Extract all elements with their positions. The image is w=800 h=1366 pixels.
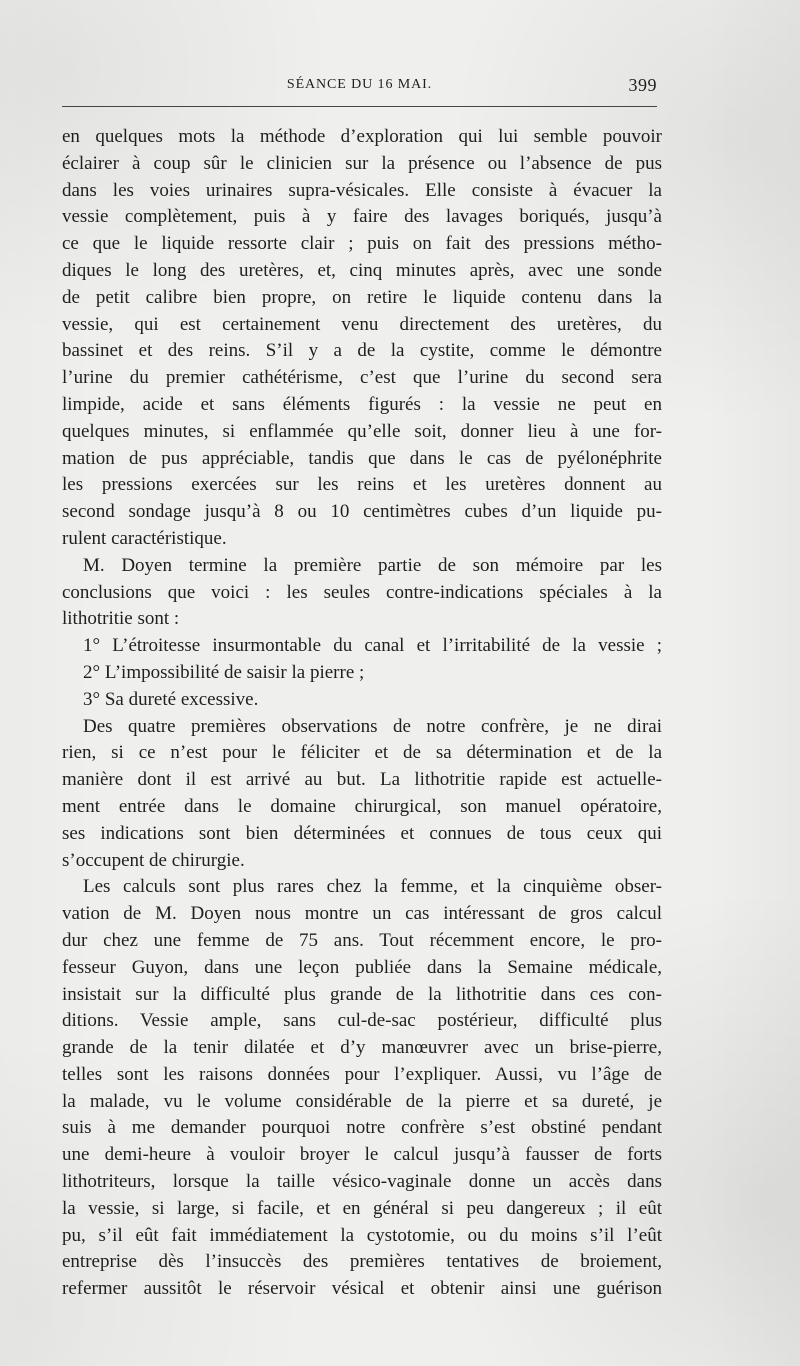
text-line: telles sont les raisons données pour l’expliquer. Aussi, vu l’âge de bbox=[62, 1063, 662, 1085]
text-line: vessie, qui est certainement venu directement des uretères, du bbox=[62, 313, 662, 335]
text-line: ment entrée dans le domaine chirurgical, son manuel opératoire, bbox=[62, 795, 662, 817]
text-line: pu, s’il eût fait immédiatement la cystotomie, ou du moins s’il l’eût bbox=[62, 1224, 662, 1246]
text-line: vessie complètement, puis à y faire des lavages boriqués, jusqu’à bbox=[62, 206, 662, 228]
text-line: insistait sur la difficulté plus grande de la lithotritie dans ces con- bbox=[62, 983, 662, 1005]
list-item: 1° L’étroitesse insurmontable du canal et l’irritabilité de la vessie ; bbox=[83, 635, 662, 657]
text-line: s’occupent de chirurgie. bbox=[62, 849, 245, 871]
text-line: la malade, vu le volume considérable de la pierre et sa dureté, je bbox=[62, 1090, 662, 1112]
text-line: lithotritie sont : bbox=[62, 608, 180, 630]
text-line: bassinet et des reins. S’il y a de la cystite, comme le démontre bbox=[62, 340, 662, 362]
text-line: lithotriteurs, lorsque la taille vésico-vaginale donne un accès dans bbox=[62, 1171, 662, 1193]
text-line: de petit calibre bien propre, on retire le liquide contenu dans la bbox=[62, 286, 662, 308]
list-item: 2° L’impossibilité de saisir la pierre ; bbox=[83, 661, 365, 683]
text-line: grande de la tenir dilatée et d’y manœuvrer avec un brise-pierre, bbox=[62, 1037, 662, 1059]
text-line: la vessie, si large, si facile, et en général si peu dangereux ; il eût bbox=[62, 1197, 662, 1219]
text-line: conclusions que voici : les seules contre-indications spéciales à la bbox=[62, 581, 662, 603]
text-line: quelques minutes, si enflammée qu’elle soit, donner lieu à une for- bbox=[62, 420, 662, 442]
text-line: ce que le liquide ressorte clair ; puis on fait des pressions métho- bbox=[62, 233, 662, 255]
text-line: second sondage jusqu’à 8 ou 10 centimètres cubes d’un liquide pu- bbox=[62, 501, 662, 523]
text-line: rien, si ce n’est pour le féliciter et de sa détermination et de la bbox=[62, 742, 662, 764]
page-header bbox=[62, 77, 657, 105]
text-line: dans les voies urinaires supra-vésicales. Elle consiste à évacuer la bbox=[62, 179, 662, 201]
text-line: diques le long des uretères, et, cinq minutes après, avec une sonde bbox=[62, 259, 662, 281]
running-title: SÉANCE DU 16 MAI. bbox=[286, 77, 433, 92]
text-line: les pressions exercées sur les reins et les uretères donnent au bbox=[62, 474, 662, 496]
text-line: dur chez une femme de 75 ans. Tout récemment encore, le pro- bbox=[62, 929, 662, 951]
text-line: l’urine du premier cathétérisme, c’est que l’urine du second sera bbox=[62, 367, 662, 389]
text-line: suis à me demander pourquoi notre confrère s’est obstiné pendant bbox=[62, 1117, 662, 1139]
body-text bbox=[62, 124, 662, 1303]
text-line: vation de M. Doyen nous montre un cas intéressant de gros calcul bbox=[62, 903, 662, 925]
text-line: rulent caractéristique. bbox=[62, 527, 227, 549]
text-line: ditions. Vessie ample, sans cul-de-sac postérieur, difficulté plus bbox=[62, 1010, 662, 1032]
text-line: refermer aussitôt le réservoir vésical et obtenir ainsi une guérison bbox=[62, 1278, 662, 1300]
list-item: 3° Sa dureté excessive. bbox=[83, 688, 259, 710]
text-line: entreprise dès l’insuccès des premières tentatives de broiement, bbox=[62, 1251, 662, 1273]
text-line: ses indications sont bien déterminées et connues de tous ceux qui bbox=[62, 822, 662, 844]
text-line: Des quatre premières observations de notre confrère, je ne dirai bbox=[83, 715, 662, 737]
text-line: limpide, acide et sans éléments figurés : la vessie ne peut en bbox=[62, 393, 662, 415]
text-line: éclairer à coup sûr le clinicien sur la présence ou l’absence de pus bbox=[62, 152, 662, 174]
text-line: fesseur Guyon, dans une leçon publiée dans la Semaine médicale, bbox=[62, 956, 662, 978]
page-number: 399 bbox=[628, 75, 657, 95]
text-line: en quelques mots la méthode d’exploration qui lui semble pouvoir bbox=[62, 126, 662, 147]
text-line: M. Doyen termine la première partie de son mémoire par les bbox=[83, 554, 662, 576]
text-line: manière dont il est arrivé au but. La lithotritie rapide est actuelle- bbox=[62, 769, 662, 791]
header-rule bbox=[62, 106, 657, 107]
text-line: une demi-heure à vouloir broyer le calcul jusqu’à fausser de forts bbox=[62, 1144, 662, 1166]
text-line: mation de pus appréciable, tandis que dans le cas de pyélonéphrite bbox=[62, 447, 662, 469]
text-line: Les calculs sont plus rares chez la femme, et la cinquième obser- bbox=[83, 876, 662, 898]
